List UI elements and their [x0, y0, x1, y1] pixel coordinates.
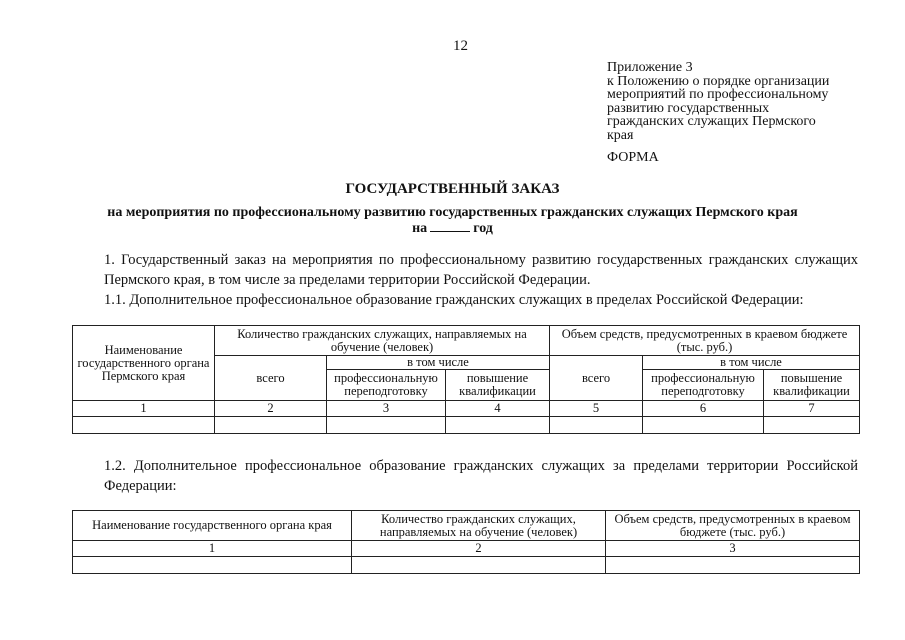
table1-header-budget-total: всего — [550, 356, 643, 401]
form-label: ФОРМА — [607, 150, 659, 165]
table1-blank-cell — [73, 417, 215, 434]
appendix-line: края — [607, 127, 634, 143]
appendix-line: гражданских служащих Пермского — [607, 114, 816, 129]
table1-header-budget-retraining: профессиональную переподготовку — [643, 370, 764, 401]
table-foreign-training — [72, 510, 860, 574]
section-1-text: 1. Государственный заказ на мероприятия по профессиональному развитию государственных гражданских служащих Пермского края, в том числе за пределами территории Российской Федерации. — [104, 252, 858, 288]
year-prefix: на — [412, 221, 428, 236]
page-number: 12 — [453, 38, 468, 54]
table1-header-count-qualification: повышение квалификации — [446, 370, 550, 401]
table1-header-budget-qualification: повышение квалификации — [764, 370, 860, 401]
section-1-2-paragraph — [72, 456, 858, 496]
table1-blank-cell — [215, 417, 327, 434]
table1-blank-row — [73, 417, 860, 434]
appendix-line: к Положению о порядке организации — [607, 73, 830, 89]
section-1-1-heading: 1.1. Дополнительное профессиональное образование гражданских служащих в пределах Российской Федерации: — [104, 292, 804, 308]
year-suffix: год — [473, 221, 493, 236]
section-1-2-text: 1.2. Дополнительное профессиональное образование гражданских служащих за пределами территории Российской Федерации: — [104, 458, 858, 494]
table1-header-budget-including: в том числе — [643, 356, 860, 370]
table1-col-number: 7 — [764, 401, 860, 417]
table2-col-number: 2 — [352, 541, 606, 557]
table1-header-name: Наименование государственного органа Пермского края — [73, 326, 215, 401]
table1-number-row — [73, 401, 860, 417]
table2-header-name: Наименование государственного органа края — [73, 511, 352, 541]
table1-col-number: 5 — [550, 401, 643, 417]
document-title: ГОСУДАРСТВЕННЫЙ ЗАКАЗ — [345, 181, 560, 197]
appendix-line: Приложение 3 — [607, 60, 693, 75]
table1-blank-cell — [643, 417, 764, 434]
table2-blank-row — [73, 557, 860, 574]
table1-blank-cell — [764, 417, 860, 434]
table1-header-count-including: в том числе — [327, 356, 550, 370]
table2-header-count: Количество гражданских служащих, направляемых на обучение (человек) — [352, 511, 606, 541]
table1-col-number: 6 — [643, 401, 764, 417]
table1-blank-cell — [327, 417, 446, 434]
table2-number-row — [73, 541, 860, 557]
table1-col-number: 3 — [327, 401, 446, 417]
appendix-block — [607, 61, 867, 142]
table2-blank-cell — [73, 557, 352, 574]
table1-header-count-total: всего — [215, 356, 327, 401]
table2-blank-cell — [352, 557, 606, 574]
table1-col-number: 2 — [215, 401, 327, 417]
table1-header-count-retraining: профессиональную переподготовку — [327, 370, 446, 401]
table-domestic-training — [72, 325, 860, 434]
table2-blank-cell — [606, 557, 860, 574]
table1-header-budget-group: Объем средств, предусмотренных в краевом бюджете (тыс. руб.) — [550, 326, 860, 356]
table1-blank-cell — [446, 417, 550, 434]
table1-col-number: 4 — [446, 401, 550, 417]
table1-header-count-group: Количество гражданских служащих, направляемых на обучение (человек) — [215, 326, 550, 356]
appendix-line: мероприятий по профессиональному — [607, 87, 829, 102]
year-blank — [430, 219, 470, 232]
table2-header-budget: Объем средств, предусмотренных в краевом бюджете (тыс. руб.) — [606, 511, 860, 541]
table2-col-number: 1 — [73, 541, 352, 557]
year-line — [0, 219, 905, 237]
table1-col-number: 1 — [73, 401, 215, 417]
table1-blank-cell — [550, 417, 643, 434]
appendix-line: развитию государственных — [607, 100, 770, 116]
document-subtitle: на мероприятия по профессиональному развитию государственных гражданских служащих Пермского края — [107, 205, 798, 220]
table2-col-number: 3 — [606, 541, 860, 557]
section-1-paragraph — [72, 250, 858, 290]
